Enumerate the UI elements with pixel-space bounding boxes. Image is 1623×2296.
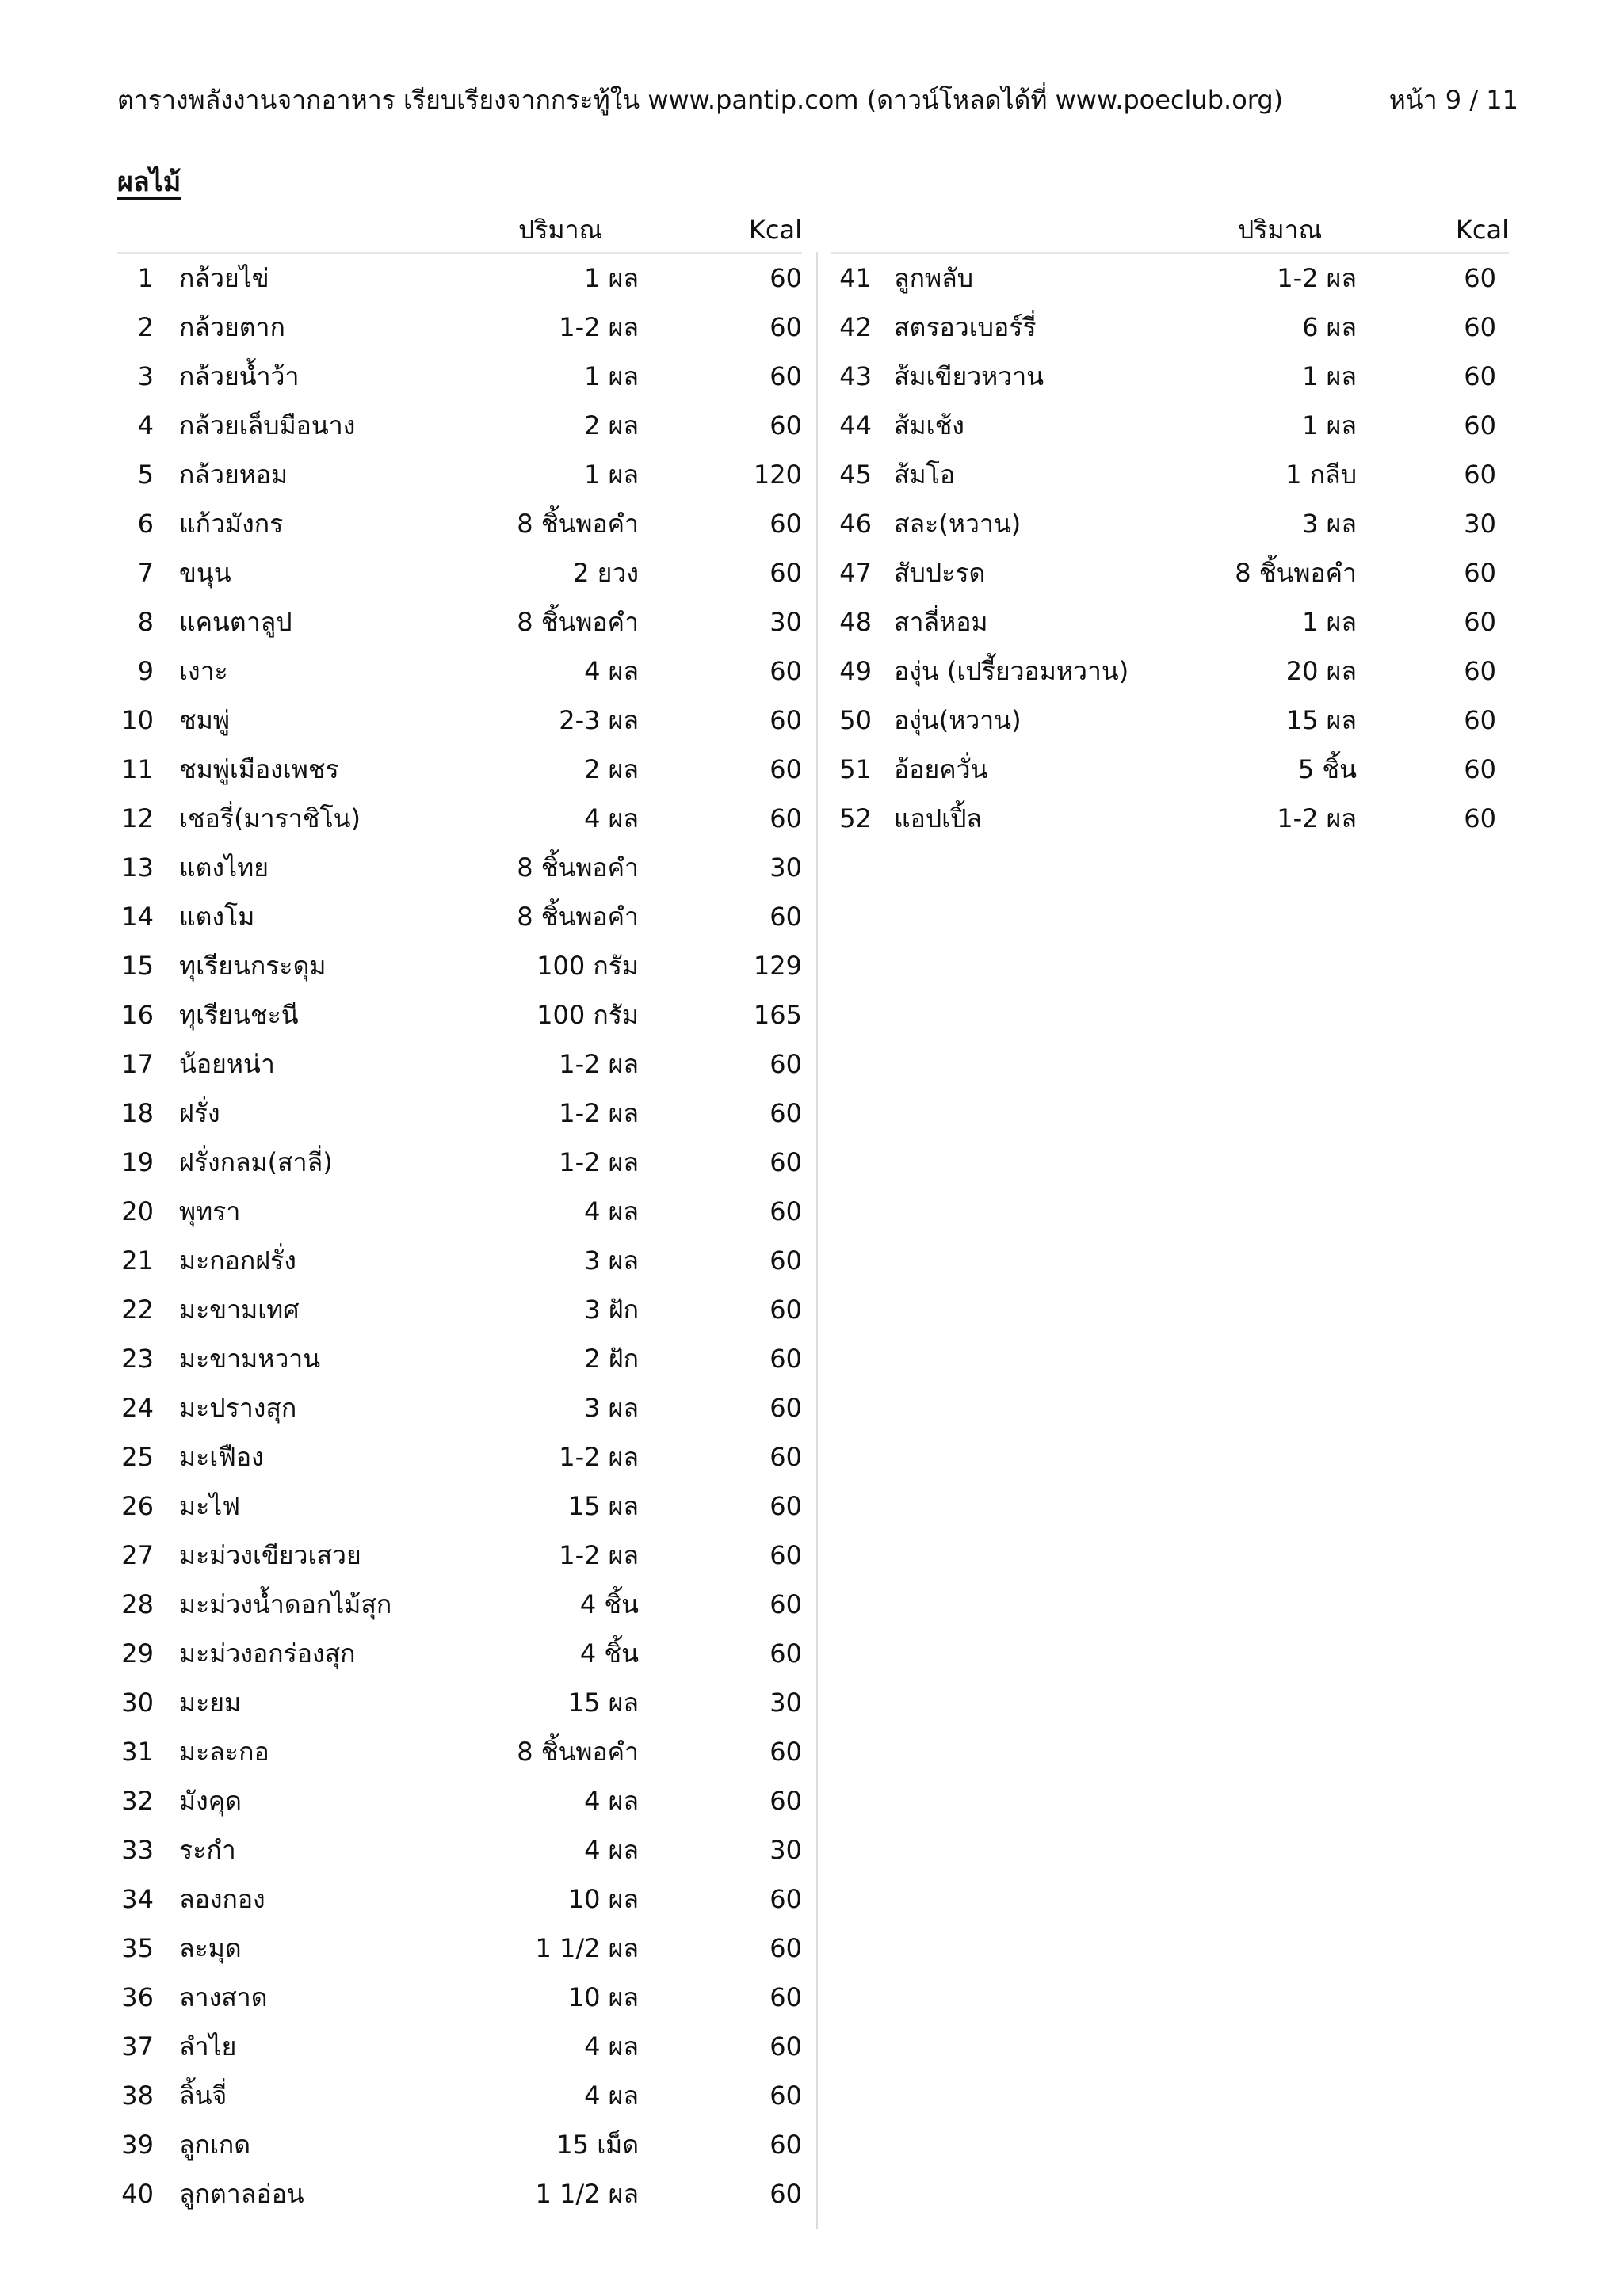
food-name: กล้วยน้ำว้า (179, 361, 300, 391)
quantity: 1 ผล (1302, 607, 1357, 637)
food-name: องุ่น (เปรี้ยวอมหวาน) (894, 656, 1129, 686)
item-number: 26 (121, 1491, 154, 1521)
food-name: ละมุด (179, 1933, 242, 1963)
quantity: 4 ผล (584, 803, 639, 833)
food-name: มังคุด (179, 1786, 242, 1816)
quantity: 10 ผล (567, 1884, 639, 1914)
kcal-value: 60 (769, 1098, 802, 1128)
item-number: 37 (121, 2031, 154, 2061)
food-name: แตงไทย (179, 852, 269, 883)
kcal-value: 60 (1464, 803, 1496, 833)
food-name: ฝรั่ง (179, 1098, 220, 1128)
food-name: แคนตาลูป (179, 607, 292, 637)
food-name: มะละกอ (179, 1737, 269, 1767)
kcal-value: 60 (769, 509, 802, 539)
table-row (831, 450, 1509, 499)
kcal-value: 60 (1464, 705, 1496, 735)
quantity: 4 ชิ้น (579, 1638, 639, 1669)
kcal-value: 60 (769, 1933, 802, 1963)
kcal-value: 60 (769, 1491, 802, 1521)
item-number: 4 (137, 410, 154, 441)
kcal-value: 30 (769, 852, 802, 883)
item-number: 36 (121, 1982, 154, 2012)
item-number: 12 (121, 803, 154, 833)
item-number: 13 (121, 852, 154, 883)
quantity: 20 ผล (1285, 656, 1357, 686)
table-row (117, 1187, 802, 1236)
item-number: 24 (121, 1393, 154, 1423)
quantity: 2 ฝัก (584, 1344, 639, 1374)
kcal-value: 120 (753, 460, 802, 490)
food-name: สตรอวเบอร์รี่ (894, 312, 1037, 342)
kcal-value: 30 (1464, 509, 1496, 539)
food-name: ทุเรียนกระดุม (179, 951, 327, 981)
food-name: มะเฟือง (179, 1442, 264, 1472)
table-row (117, 1432, 802, 1482)
food-name: มะยม (179, 1688, 242, 1718)
kcal-value: 60 (769, 558, 802, 588)
kcal-value: 60 (769, 1540, 802, 1570)
quantity: 1-2 ผล (559, 1442, 639, 1472)
food-name: ขนุน (179, 558, 231, 588)
quantity: 15 ผล (567, 1491, 639, 1521)
table-row (831, 401, 1509, 450)
table-row (117, 1727, 802, 1776)
quantity: 10 ผล (567, 1982, 639, 2012)
item-number: 41 (839, 263, 872, 293)
quantity: 15 ผล (567, 1688, 639, 1718)
kcal-value: 60 (769, 263, 802, 293)
item-number: 43 (839, 361, 872, 391)
quantity: 1 ผล (584, 361, 639, 391)
kcal-value: 60 (769, 1295, 802, 1325)
table-row (831, 303, 1509, 352)
kcal-value: 60 (769, 2081, 802, 2111)
table-row (117, 1678, 802, 1727)
table-row (117, 254, 802, 303)
item-number: 21 (121, 1245, 154, 1276)
item-number: 25 (121, 1442, 154, 1472)
table-row (117, 1482, 802, 1531)
table-row (117, 1629, 802, 1678)
kcal-value: 60 (1464, 312, 1496, 342)
food-name: มะขามเทศ (179, 1295, 300, 1325)
item-number: 10 (121, 705, 154, 735)
item-number: 5 (137, 460, 154, 490)
kcal-value: 60 (769, 1737, 802, 1767)
item-number: 7 (137, 558, 154, 588)
quantity: 3 ฝัก (584, 1295, 639, 1325)
quantity: 1 ผล (584, 460, 639, 490)
table-row (831, 646, 1509, 696)
item-number: 50 (839, 705, 872, 735)
item-number: 20 (121, 1196, 154, 1226)
table-row (117, 1285, 802, 1334)
food-name: องุ่น(หวาน) (894, 705, 1022, 735)
table-row (117, 548, 802, 597)
item-number: 27 (121, 1540, 154, 1570)
table-row (117, 1776, 802, 1825)
food-name: แตงโม (179, 902, 255, 932)
kcal-value: 30 (769, 607, 802, 637)
right-rows (831, 254, 1509, 843)
kcal-value: 60 (769, 803, 802, 833)
quantity: 4 ผล (584, 656, 639, 686)
item-number: 23 (121, 1344, 154, 1374)
table-row (117, 1825, 802, 1875)
food-name: ส้มเขียวหวาน (894, 361, 1044, 391)
kcal-value: 60 (769, 410, 802, 441)
quantity: 2-3 ผล (559, 705, 639, 735)
food-name: ลำไย (179, 2031, 237, 2061)
quantity: 1 1/2 ผล (535, 1933, 639, 1963)
food-name: แก้วมังกร (179, 509, 284, 539)
quantity: 1-2 ผล (1277, 263, 1357, 293)
quantity: 1 กลีบ (1285, 460, 1357, 490)
quantity: 4 ชิ้น (579, 1589, 639, 1619)
table-row (117, 1580, 802, 1629)
item-number: 17 (121, 1049, 154, 1079)
food-name: ลิ้นจี่ (179, 2081, 227, 2111)
quantity: 6 ผล (1302, 312, 1357, 342)
kcal-value: 129 (753, 951, 802, 981)
kcal-value: 60 (769, 656, 802, 686)
table-row (117, 1924, 802, 1973)
quantity: 4 ผล (584, 1196, 639, 1226)
kcal-value: 60 (1464, 656, 1496, 686)
item-number: 15 (121, 951, 154, 981)
item-number: 47 (839, 558, 872, 588)
table-row (117, 745, 802, 794)
food-name: มะม่วงเขียวเสวย (179, 1540, 361, 1570)
quantity: 8 ชิ้นพอคำ (1235, 558, 1357, 588)
food-name: มะปรางสุก (179, 1393, 297, 1423)
page-header (117, 76, 1518, 124)
kcal-value: 60 (769, 312, 802, 342)
table-row (831, 548, 1509, 597)
kcal-value: 60 (769, 361, 802, 391)
quantity: 8 ชิ้นพอคำ (517, 1737, 639, 1767)
quantity: 15 ผล (1285, 705, 1357, 735)
table-row (117, 1236, 802, 1285)
table-row (117, 2022, 802, 2071)
column-divider (816, 252, 818, 2229)
item-number: 32 (121, 1786, 154, 1816)
table-row (117, 843, 802, 892)
quantity: 1 ผล (1302, 361, 1357, 391)
kcal-value: 60 (769, 1344, 802, 1374)
table-row (117, 794, 802, 843)
quantity: 4 ผล (584, 1786, 639, 1816)
item-number: 19 (121, 1147, 154, 1177)
food-name: สาลี่หอม (894, 607, 988, 637)
quantity: 8 ชิ้นพอคำ (517, 852, 639, 883)
quantity-header: ปริมาณ (1238, 215, 1323, 245)
item-number: 39 (121, 2130, 154, 2160)
item-number: 45 (839, 460, 872, 490)
quantity: 1 1/2 ผล (535, 2179, 639, 2209)
quantity: 1-2 ผล (559, 312, 639, 342)
quantity: 1-2 ผล (1277, 803, 1357, 833)
item-number: 31 (121, 1737, 154, 1767)
food-name: กล้วยเล็บมือนาง (179, 410, 356, 441)
item-number: 51 (839, 754, 872, 784)
left-column-header (117, 208, 802, 254)
table-row (117, 1089, 802, 1138)
quantity: 3 ผล (584, 1245, 639, 1276)
left-column (117, 208, 802, 2218)
quantity: 2 ยวง (573, 558, 639, 588)
table-row (831, 745, 1509, 794)
food-name: ลูกเกด (179, 2130, 251, 2160)
quantity: 2 ผล (584, 410, 639, 441)
quantity: 1 ผล (584, 263, 639, 293)
item-number: 3 (137, 361, 154, 391)
item-number: 2 (137, 312, 154, 342)
item-number: 40 (121, 2179, 154, 2209)
item-number: 49 (839, 656, 872, 686)
table-row (117, 1039, 802, 1089)
kcal-value: 30 (769, 1688, 802, 1718)
kcal-value: 60 (769, 2130, 802, 2160)
table-row (117, 499, 802, 548)
kcal-value: 60 (1464, 460, 1496, 490)
food-name: มะม่วงน้ำดอกไม้สุก (179, 1589, 392, 1619)
table-row (117, 1973, 802, 2022)
food-name: แอปเปิ้ล (894, 803, 983, 833)
kcal-value: 60 (769, 1442, 802, 1472)
table-row (117, 401, 802, 450)
table-row (117, 646, 802, 696)
kcal-value: 60 (769, 754, 802, 784)
kcal-header: Kcal (748, 215, 802, 245)
food-name: ลูกตาลอ่อน (179, 2179, 304, 2209)
item-number: 29 (121, 1638, 154, 1669)
food-name: ทุเรียนชะนี (179, 1000, 299, 1030)
item-number: 34 (121, 1884, 154, 1914)
quantity: 4 ผล (584, 2031, 639, 2061)
food-name: ลางสาด (179, 1982, 268, 2012)
quantity: 3 ผล (584, 1393, 639, 1423)
food-name: ลองกอง (179, 1884, 265, 1914)
kcal-value: 60 (1464, 410, 1496, 441)
table-row (117, 892, 802, 941)
quantity: 1-2 ผล (559, 1540, 639, 1570)
food-name: มะขามหวาน (179, 1344, 321, 1374)
table-row (117, 1334, 802, 1383)
table-row (831, 254, 1509, 303)
item-number: 8 (137, 607, 154, 637)
table-row (831, 499, 1509, 548)
item-number: 28 (121, 1589, 154, 1619)
food-name: เงาะ (179, 656, 228, 686)
food-name: สับปะรด (894, 558, 986, 588)
kcal-value: 60 (769, 1049, 802, 1079)
kcal-value: 60 (769, 1589, 802, 1619)
right-column-header (831, 208, 1509, 254)
food-name: กล้วยหอม (179, 460, 288, 490)
item-number: 30 (121, 1688, 154, 1718)
item-number: 11 (121, 754, 154, 784)
kcal-value: 60 (769, 705, 802, 735)
food-name: สละ(หวาน) (894, 509, 1022, 539)
table-row (831, 794, 1509, 843)
kcal-value: 60 (769, 1786, 802, 1816)
kcal-value: 165 (753, 1000, 802, 1030)
table-row (831, 352, 1509, 401)
item-number: 16 (121, 1000, 154, 1030)
kcal-value: 60 (1464, 754, 1496, 784)
quantity: 2 ผล (584, 754, 639, 784)
kcal-value: 60 (769, 2031, 802, 2061)
right-column (831, 208, 1509, 843)
item-number: 33 (121, 1835, 154, 1865)
kcal-value: 60 (769, 902, 802, 932)
kcal-value: 60 (769, 2179, 802, 2209)
kcal-value: 60 (769, 1245, 802, 1276)
food-name: กล้วยไข่ (179, 263, 269, 293)
kcal-value: 60 (769, 1196, 802, 1226)
table-row (117, 941, 802, 990)
food-name: มะไฟ (179, 1491, 241, 1521)
quantity: 1 ผล (1302, 410, 1357, 441)
food-name: เชอรี่(มาราชิโน) (179, 803, 361, 833)
item-number: 22 (121, 1295, 154, 1325)
quantity: 8 ชิ้นพอคำ (517, 902, 639, 932)
food-name: ระกำ (179, 1835, 236, 1865)
kcal-value: 60 (769, 1982, 802, 2012)
food-name: ลูกพลับ (894, 263, 973, 293)
quantity: 4 ผล (584, 1835, 639, 1865)
food-name: อ้อยควั่น (894, 754, 988, 784)
table-row (117, 597, 802, 646)
kcal-value: 60 (1464, 361, 1496, 391)
table-row (117, 1383, 802, 1432)
table-row (117, 2071, 802, 2120)
item-number: 46 (839, 509, 872, 539)
table-row (117, 352, 802, 401)
food-name: มะม่วงอกร่องสุก (179, 1638, 356, 1669)
table-row (117, 1875, 802, 1924)
item-number: 14 (121, 902, 154, 932)
food-name: ส้มเช้ง (894, 410, 964, 441)
item-number: 44 (839, 410, 872, 441)
food-name: น้อยหน่า (179, 1049, 275, 1079)
food-name: ส้มโอ (894, 460, 956, 490)
document-title: ตารางพลังงานจากอาหาร เรียบเรียงจากกระทู้ใน www.pantip.com (ดาวน์โหลดได้ที่ www.poeclub.org) (117, 85, 1284, 115)
quantity: 100 กรัม (537, 951, 639, 981)
kcal-header: Kcal (1455, 215, 1509, 245)
quantity: 1-2 ผล (559, 1049, 639, 1079)
food-name: ฝรั่งกลม(สาลี่) (179, 1147, 333, 1177)
kcal-value: 60 (769, 1884, 802, 1914)
kcal-value: 60 (1464, 607, 1496, 637)
kcal-value: 60 (769, 1393, 802, 1423)
table-row (117, 1138, 802, 1187)
quantity: 4 ผล (584, 2081, 639, 2111)
quantity: 8 ชิ้นพอคำ (517, 509, 639, 539)
item-number: 1 (137, 263, 154, 293)
page-number: หน้า 9 / 11 (1388, 85, 1518, 115)
item-number: 18 (121, 1098, 154, 1128)
table-row (831, 696, 1509, 745)
quantity: 15 เม็ด (556, 2130, 639, 2160)
table-row (117, 1531, 802, 1580)
quantity: 5 ชิ้น (1297, 754, 1357, 784)
table-row (117, 450, 802, 499)
kcal-value: 60 (1464, 263, 1496, 293)
item-number: 38 (121, 2081, 154, 2111)
table-row (117, 696, 802, 745)
food-name: ชมพู่เมืองเพชร (179, 754, 339, 784)
table-row (831, 597, 1509, 646)
section-title: ผลไม้ (117, 166, 181, 198)
food-name: กล้วยตาก (179, 312, 285, 342)
left-rows (117, 254, 802, 2218)
table-row (117, 303, 802, 352)
item-number: 52 (839, 803, 872, 833)
food-name: ชมพู่ (179, 705, 230, 735)
quantity: 3 ผล (1302, 509, 1357, 539)
item-number: 48 (839, 607, 872, 637)
item-number: 9 (137, 656, 154, 686)
table-row (117, 2120, 802, 2169)
item-number: 35 (121, 1933, 154, 1963)
table-row (117, 2169, 802, 2218)
kcal-value: 60 (769, 1638, 802, 1669)
kcal-value: 60 (1464, 558, 1496, 588)
quantity-header: ปริมาณ (518, 215, 603, 245)
food-name: มะกอกฝรั่ง (179, 1245, 296, 1276)
item-number: 6 (137, 509, 154, 539)
quantity: 1-2 ผล (559, 1147, 639, 1177)
table-row (117, 990, 802, 1039)
kcal-value: 30 (769, 1835, 802, 1865)
item-number: 42 (839, 312, 872, 342)
quantity: 8 ชิ้นพอคำ (517, 607, 639, 637)
quantity: 1-2 ผล (559, 1098, 639, 1128)
kcal-value: 60 (769, 1147, 802, 1177)
quantity: 100 กรัม (537, 1000, 639, 1030)
food-name: พุทรา (179, 1196, 241, 1226)
